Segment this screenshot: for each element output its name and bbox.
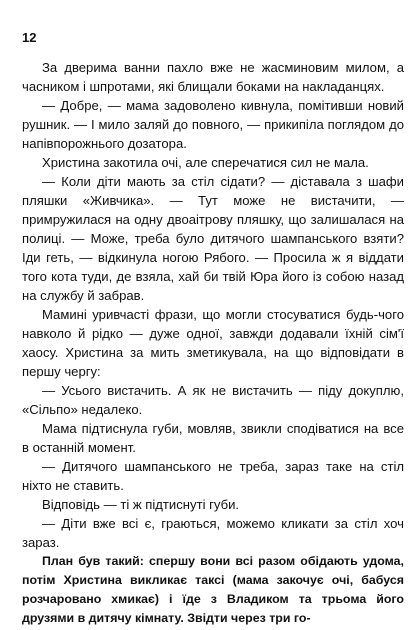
paragraph: Мама підтиснула губи, мовляв, звикли сподіватися на все в останній момент.: [22, 421, 404, 455]
paragraph: — Коли діти мають за стіл сідати? — діставала з шафи пляшки «Живчика». — Тут може не вистачити, — примружилася на одну двоаітрову пляшку, що залишалася на полиці. — Може, треба було дитячого шампанського взяти? Іди геть, — відкинула ногою Рябого. — Просила ж я віддати того кота туди, де взяла, хай би твій Юра його із собою назад на службу й забрав.: [22, 174, 404, 303]
paragraph: Відповідь — ті ж підтиснуті губи.: [42, 497, 240, 512]
page-body: [22, 58, 404, 628]
paragraph: Христина закотила очі, але сперечатися сил не мала.: [42, 155, 369, 170]
paragraph: — Усього вистачить. А як не вистачить — піду докуплю, «Сільпо» недалеко.: [22, 383, 404, 417]
paragraph: — Дитячого шампанського не треба, зараз таке на стіл ніхто не ставить.: [22, 459, 404, 493]
paragraph: — Добре, — мама задоволено кивнула, помітивши новий рушник. — І мило заляй до повного, — прикипіла поглядом до напівпорожнього дозатора.: [22, 98, 404, 151]
page-number: 12: [22, 30, 37, 45]
paragraph: — Діти вже всі є, граються, можемо кликати за стіл хоч зараз.: [22, 516, 404, 550]
paragraph: Мамині уривчасті фрази, що могли стосуватися будь-чого навколо й рідко — дуже одної, завжди додавали їхній сім'ї хаосу. Христина за мить зметикувала, на що відповідати в першу чергу:: [22, 307, 404, 379]
paragraph: План був такий: спершу вони всі разом обідають удома, потім Христина викликає таксі (мама закочує очі, бабуся розчаровано хмикає) і їде з Владиком та трьома його друзями в дитячу кімнату. Звідти через три го-: [22, 554, 404, 625]
paragraph: За дверима ванни пахло вже не жасминовим милом, а часником і шпротами, які блищали боками на накладанцях.: [22, 60, 404, 94]
